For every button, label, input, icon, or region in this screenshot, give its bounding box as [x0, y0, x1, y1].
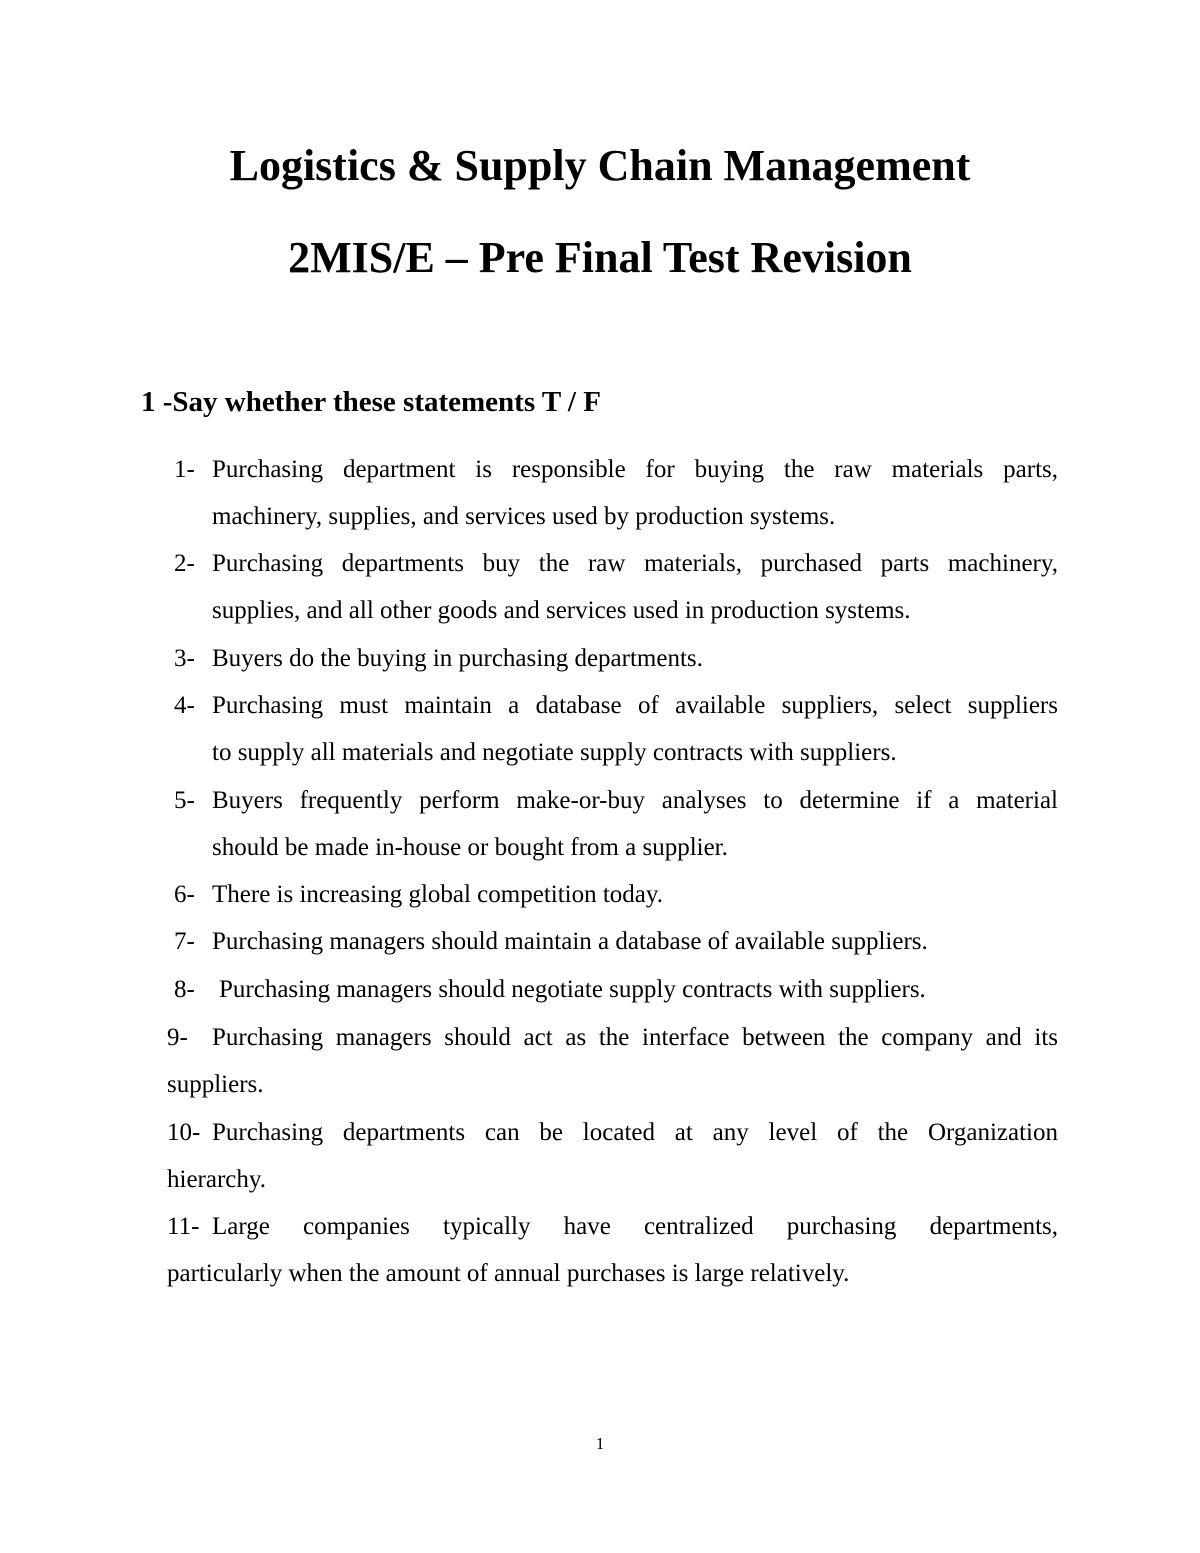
item-number: 10- — [167, 1119, 201, 1146]
item-number: 11- — [167, 1213, 200, 1240]
item-text: Purchasing must maintain a database of available suppliers, select suppliers — [212, 692, 1058, 719]
item-text: Purchasing departments can be located at any level of the Organization — [212, 1119, 1058, 1146]
item-number: 1- — [174, 456, 195, 483]
item-number: 8- — [174, 976, 195, 1003]
item-number: 6- — [174, 881, 195, 908]
item-text: hierarchy. — [167, 1166, 267, 1193]
item-text: Purchasing departments buy the raw materials, purchased parts machinery, — [212, 550, 1058, 577]
item-text: should be made in-house or bought from a supplier. — [212, 834, 728, 861]
item-text: Large companies typically have centralized purchasing departments, — [212, 1213, 1058, 1240]
item-text: to supply all materials and negotiate supply contracts with suppliers. — [212, 739, 897, 766]
item-number: 7- — [174, 928, 195, 955]
document-subtitle: 2MIS/E – Pre Final Test Revision — [288, 233, 912, 282]
item-text: supplies, and all other goods and services used in production systems. — [212, 597, 911, 624]
item-text: Purchasing department is responsible for buying the raw materials parts, — [212, 456, 1058, 483]
item-number: 2- — [174, 550, 195, 577]
item-number: 9- — [167, 1024, 188, 1051]
item-text: Purchasing managers should negotiate supply contracts with suppliers. — [219, 976, 926, 1003]
document-title: Logistics & Supply Chain Management — [229, 141, 971, 190]
item-text: There is increasing global competition today. — [212, 881, 664, 908]
item-text: particularly when the amount of annual purchases is large relatively. — [167, 1260, 850, 1287]
item-number: 3- — [174, 645, 195, 672]
item-text: Purchasing managers should maintain a database of available suppliers. — [212, 928, 928, 955]
page-number: 1 — [595, 1434, 605, 1453]
item-number: 4- — [174, 692, 195, 719]
item-number: 5- — [174, 787, 195, 814]
item-text: Buyers frequently perform make-or-buy analyses to determine if a material — [212, 787, 1058, 814]
item-text: Purchasing managers should act as the interface between the company and its — [212, 1024, 1058, 1051]
item-text: suppliers. — [167, 1071, 264, 1098]
item-text: Buyers do the buying in purchasing departments. — [212, 645, 703, 672]
item-text: machinery, supplies, and services used by production systems. — [212, 503, 836, 530]
section-heading: 1 -Say whether these statements T / F — [141, 386, 601, 418]
